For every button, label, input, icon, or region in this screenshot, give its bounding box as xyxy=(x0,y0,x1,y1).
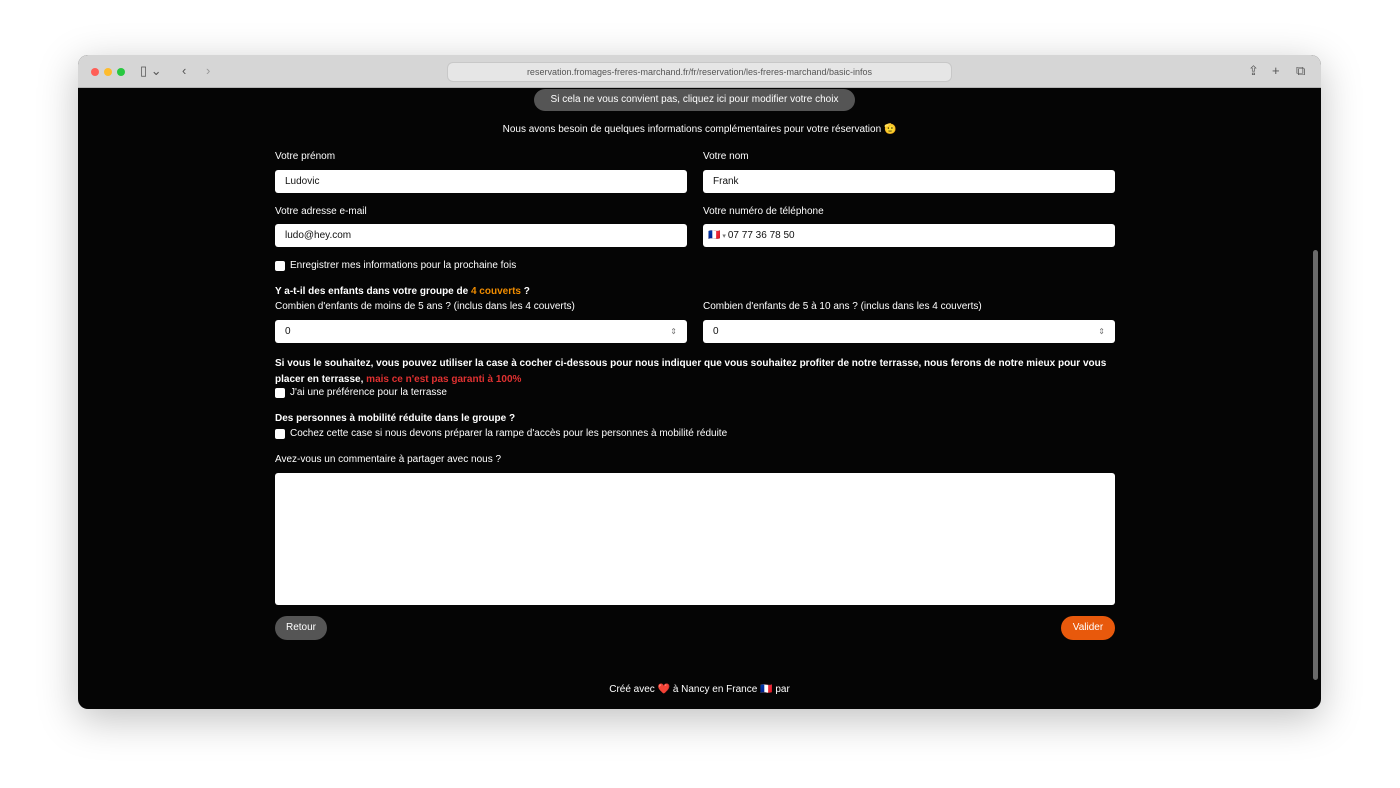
stepper-icon[interactable]: ⇕ xyxy=(670,327,677,336)
browser-window xyxy=(78,55,1321,709)
age5to10-value: 0 xyxy=(713,326,719,337)
page-content xyxy=(78,88,1321,709)
terrace-warning: mais ce n'est pas garanti à 100% xyxy=(366,374,522,385)
mobility-label: Cochez cette case si nous devons préparer la rampe d'accès pour les personnes à mobilité réduite xyxy=(290,428,728,439)
children-q-text: Y a-t-il des enfants dans votre groupe de xyxy=(275,286,471,297)
back-icon[interactable]: ‹ xyxy=(182,63,187,78)
stepper-icon[interactable]: ⇕ xyxy=(1098,327,1105,336)
minimize-window-button[interactable] xyxy=(104,68,112,76)
children-question xyxy=(275,286,530,297)
intro-label: Nous avons besoin de quelques informations complémentaires pour votre réservation xyxy=(502,124,882,135)
last-name-input[interactable]: Frank xyxy=(703,170,1115,193)
terrace-text xyxy=(275,356,1120,388)
covers-count: 4 couverts xyxy=(470,286,521,297)
phone-label: Votre numéro de téléphone xyxy=(703,206,824,217)
emoji-icon: 🫡 xyxy=(883,124,897,135)
maximize-window-button[interactable] xyxy=(117,68,125,76)
save-info-checkbox[interactable] xyxy=(275,261,285,271)
age5to10-input[interactable] xyxy=(703,320,1115,343)
back-button[interactable]: Retour xyxy=(275,616,327,640)
mobility-question: Des personnes à mobilité réduite dans le groupe ? xyxy=(275,413,516,424)
email-label: Votre adresse e-mail xyxy=(275,206,367,217)
share-icon[interactable]: ⇪ xyxy=(1248,63,1259,78)
comment-textarea[interactable] xyxy=(275,473,1115,605)
address-bar[interactable] xyxy=(447,62,952,82)
url-text: reservation.fromages-freres-marchand.fr/fr/reservation/les-freres-marchand/basic-infos xyxy=(526,67,873,77)
footer-prefix: Créé avec xyxy=(609,684,655,695)
phone-input[interactable]: 🇫🇷 ▾ 07 77 36 78 50 xyxy=(703,224,1115,247)
children-q-suffix: ? xyxy=(521,286,530,297)
sidebar-icon[interactable]: ▯ ⌄ xyxy=(140,63,162,78)
new-tab-icon[interactable]: + xyxy=(1272,63,1280,78)
first-name-label: Votre prénom xyxy=(275,151,336,162)
terrace-label: J'ai une préférence pour la terrasse xyxy=(290,387,447,398)
change-choice-button[interactable]: Si cela ne vous convient pas, cliquez ici pour modifier votre choix xyxy=(534,89,855,111)
browser-toolbar xyxy=(78,55,1321,88)
submit-button[interactable]: Valider xyxy=(1061,616,1115,640)
intro-text xyxy=(78,124,1321,135)
first-name-input[interactable]: Ludovic xyxy=(275,170,687,193)
close-window-button[interactable] xyxy=(91,68,99,76)
mobility-checkbox[interactable] xyxy=(275,429,285,439)
comment-label: Avez-vous un commentaire à partager avec nous ? xyxy=(275,454,502,465)
scrollbar[interactable] xyxy=(1313,250,1318,680)
footer-suffix: par xyxy=(775,684,790,695)
under5-input[interactable] xyxy=(275,320,687,343)
terrace-checkbox[interactable] xyxy=(275,388,285,398)
france-flag-icon: 🇫🇷 xyxy=(760,684,773,695)
under5-label: Combien d'enfants de moins de 5 ans ? (inclus dans les 4 couverts) xyxy=(275,301,575,312)
tabs-overview-icon[interactable]: ⧉ xyxy=(1296,63,1306,78)
last-name-label: Votre nom xyxy=(703,151,749,162)
phone-value: 07 77 36 78 50 xyxy=(727,230,795,241)
age5to10-label: Combien d'enfants de 5 à 10 ans ? (inclus dans les 4 couverts) xyxy=(703,301,982,312)
under5-value: 0 xyxy=(285,326,291,337)
france-flag-icon[interactable]: 🇫🇷 xyxy=(708,230,721,241)
save-info-label: Enregistrer mes informations pour la prochaine fois xyxy=(290,260,517,271)
forward-icon[interactable]: › xyxy=(206,63,211,78)
footer xyxy=(78,684,1321,695)
footer-location: à Nancy en France xyxy=(672,684,758,695)
email-input[interactable]: ludo@hey.com xyxy=(275,224,687,247)
heart-icon: ❤️ xyxy=(657,684,671,695)
terrace-info: Si vous le souhaitez, vous pouvez utiliser la case à cocher ci-dessous pour nous indiquer que vous souhaitez profiter de notre terrasse, nous ferons de notre mieux pour vous placer en terrasse, xyxy=(275,358,1107,385)
